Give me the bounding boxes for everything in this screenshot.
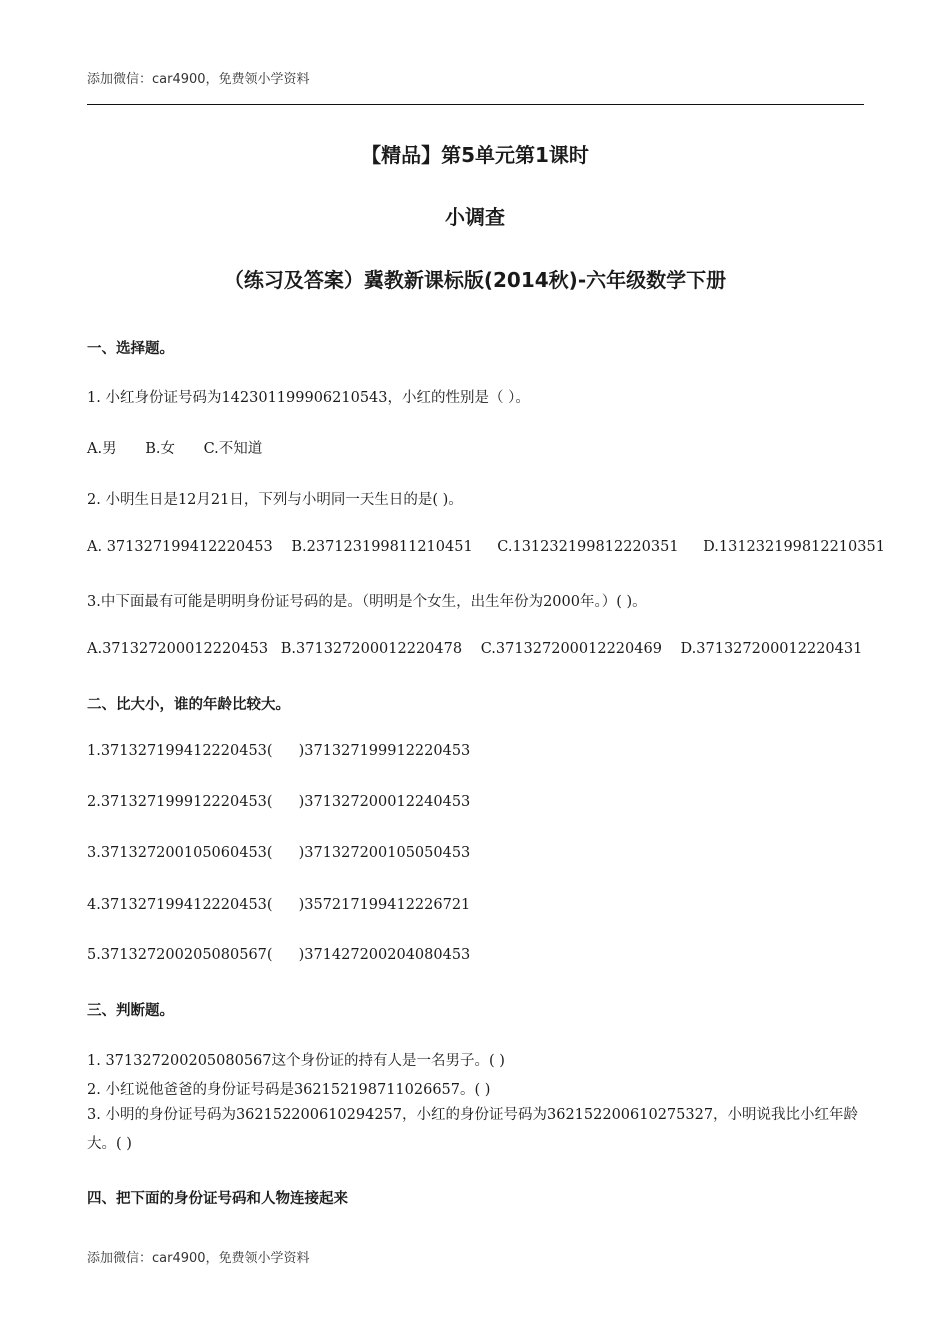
option-b: B.女 — [145, 441, 175, 457]
compare-left: 3.371327200105060453( — [87, 845, 273, 861]
compare-row — [87, 845, 470, 861]
compare-right: )371327199912220453 — [298, 743, 471, 759]
compare-left: 5.371327200205080567( — [87, 947, 273, 963]
compare-row — [87, 947, 470, 963]
page-subtitle: 小调查 — [445, 205, 505, 229]
compare-row — [87, 897, 470, 913]
option-c: C.不知道 — [203, 441, 263, 457]
option-c: C.131232199812220351 — [497, 539, 679, 555]
page-title: 【精品】第5单元第1课时 — [361, 143, 589, 167]
compare-right: )371327200105050453 — [298, 845, 471, 861]
question-2-options — [87, 539, 885, 555]
option-a: A.男 — [87, 441, 117, 457]
compare-left: 2.371327199912220453( — [87, 794, 273, 810]
question-3-options — [87, 641, 862, 657]
option-c: C.371327200012220469 — [480, 641, 662, 657]
compare-left: 1.371327199412220453( — [87, 743, 273, 759]
option-b: B.371327200012220478 — [280, 641, 463, 657]
compare-row — [87, 743, 470, 759]
option-a: A. 371327199412220453 — [87, 539, 273, 555]
judge-item-3: 3. 小明的身份证号码为362152200610294257，小红的身份证号码为362152200610275327，小明说我比小红年龄大。( ) — [87, 1107, 859, 1152]
judge-item-1: 1. 371327200205080567这个身份证的持有人是一名男子。( ) — [87, 1053, 505, 1069]
question-1-options — [87, 437, 262, 458]
compare-right: )371427200204080453 — [298, 947, 471, 963]
section-heading-match: 四、把下面的身份证号码和人物连接起来 — [87, 1191, 348, 1207]
option-b: B.237123199811210451 — [291, 539, 473, 555]
footer-note: 添加微信：car4900，免费领小学资料 — [87, 1251, 310, 1266]
judge-item-2: 2. 小红说他爸爸的身份证号码是362152198711026657。( ) — [87, 1082, 491, 1098]
section-heading-choice: 一、选择题。 — [87, 341, 174, 357]
compare-left: 4.371327199412220453( — [87, 897, 273, 913]
option-d: D.131232199812210351 — [703, 539, 885, 555]
page-subtitle-detail: （练习及答案）冀教新课标版(2014秋)-六年级数学下册 — [223, 268, 727, 292]
option-a: A.371327200012220453 — [87, 641, 269, 657]
section-heading-compare: 二、比大小，谁的年龄比较大。 — [87, 697, 290, 713]
compare-right: )357217199412226721 — [298, 897, 471, 913]
option-d: D.371327200012220431 — [680, 641, 863, 657]
section-heading-judge: 三、判断题。 — [87, 1003, 174, 1019]
compare-row — [87, 794, 470, 810]
header-note: 添加微信：car4900，免费领小学资料 — [87, 72, 310, 87]
compare-right: )371327200012240453 — [298, 794, 471, 810]
question-3: 3.中下面最有可能是明明身份证号码的是。（明明是个女生，出生年份为2000年。）( )。 — [87, 594, 647, 610]
question-1: 1. 小红身份证号码为142301199906210543，小红的性别是（ ）。 — [87, 390, 530, 406]
question-2: 2. 小明生日是12月21日，下列与小明同一天生日的是( )。 — [87, 492, 463, 508]
header-divider — [87, 104, 864, 105]
